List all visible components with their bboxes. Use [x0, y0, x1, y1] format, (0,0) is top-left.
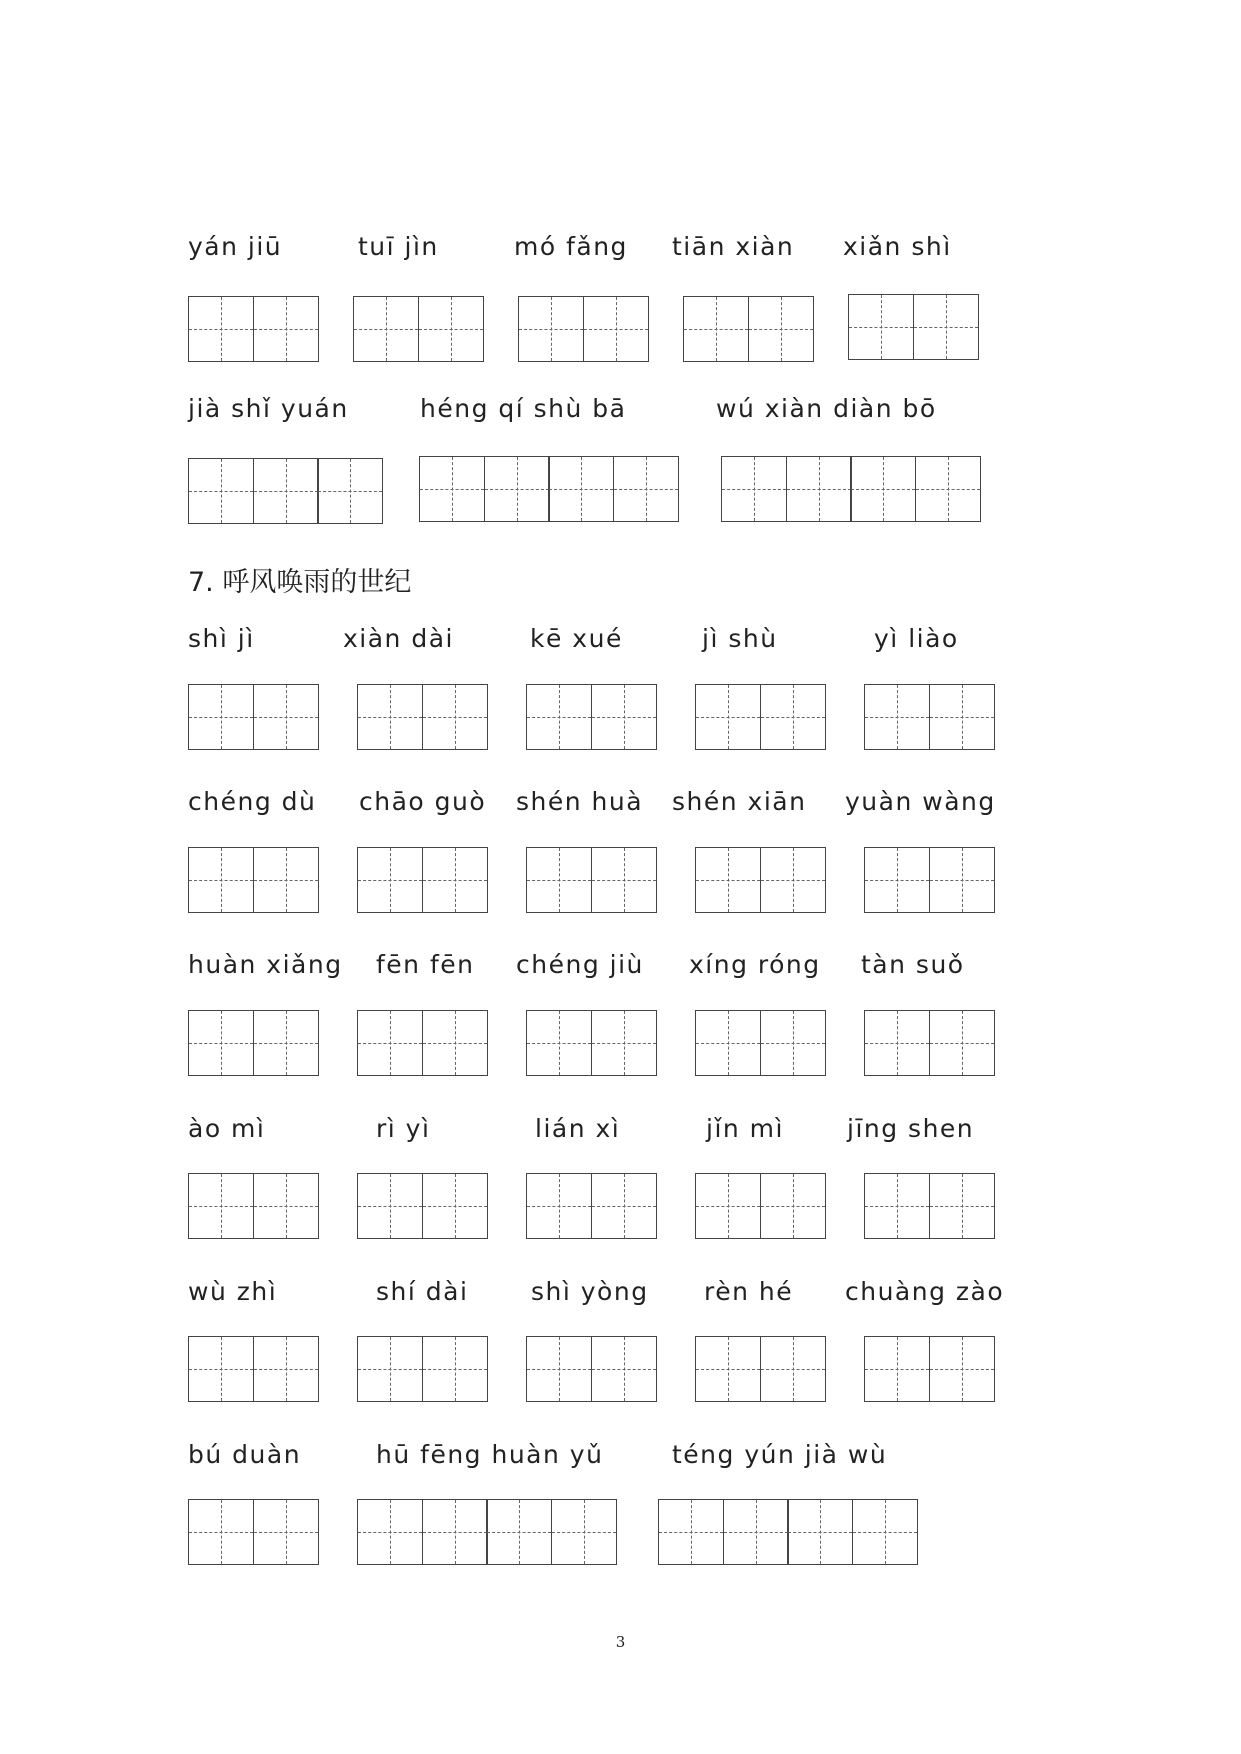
- writing-grid[interactable]: [864, 1173, 993, 1239]
- writing-cell[interactable]: [253, 684, 319, 750]
- writing-cell[interactable]: [526, 1010, 592, 1076]
- writing-grid[interactable]: [357, 684, 486, 750]
- pinyin-label: jì shù: [702, 624, 778, 653]
- writing-cell[interactable]: [695, 684, 761, 750]
- writing-cell[interactable]: [721, 456, 787, 522]
- writing-cell[interactable]: [760, 1010, 826, 1076]
- writing-cell[interactable]: [864, 1010, 930, 1076]
- writing-cell[interactable]: [357, 1336, 423, 1402]
- writing-grid[interactable]: [864, 684, 993, 750]
- pinyin-label: xiàn dài: [343, 624, 454, 653]
- writing-grid[interactable]: [188, 1173, 317, 1239]
- pinyin-label: tiān xiàn: [672, 232, 795, 261]
- writing-cell[interactable]: [486, 1499, 552, 1565]
- pinyin-label: jǐn mì: [706, 1114, 784, 1143]
- pinyin-label: héng qí shù bā: [420, 394, 627, 423]
- writing-grid[interactable]: [864, 1010, 993, 1076]
- writing-grid[interactable]: [188, 458, 382, 524]
- writing-cell[interactable]: [929, 1173, 995, 1239]
- writing-cell[interactable]: [760, 1173, 826, 1239]
- pinyin-label: fēn fēn: [376, 950, 475, 979]
- writing-cell[interactable]: [353, 296, 419, 362]
- writing-grid[interactable]: [526, 1173, 655, 1239]
- pinyin-label: rì yì: [376, 1114, 431, 1143]
- writing-cell[interactable]: [913, 294, 979, 360]
- pinyin-label: téng yún jià wù: [672, 1440, 888, 1469]
- writing-cell[interactable]: [591, 1010, 657, 1076]
- pinyin-label: wú xiàn diàn bō: [716, 394, 937, 423]
- pinyin-label: tàn suǒ: [861, 950, 965, 979]
- writing-grid[interactable]: [188, 1010, 317, 1076]
- writing-cell[interactable]: [658, 1499, 724, 1565]
- pinyin-label: kē xué: [530, 624, 623, 653]
- writing-cell[interactable]: [422, 1336, 488, 1402]
- writing-grid[interactable]: [695, 684, 824, 750]
- writing-grid[interactable]: [658, 1499, 917, 1565]
- writing-cell[interactable]: [422, 1010, 488, 1076]
- pinyin-label: shì yòng: [531, 1277, 649, 1306]
- writing-cell[interactable]: [526, 847, 592, 913]
- writing-grid[interactable]: [188, 684, 317, 750]
- writing-cell[interactable]: [422, 1173, 488, 1239]
- writing-cell[interactable]: [929, 1336, 995, 1402]
- pinyin-label: xíng róng: [689, 950, 821, 979]
- writing-cell[interactable]: [422, 1499, 488, 1565]
- writing-grid[interactable]: [526, 847, 655, 913]
- pinyin-label: shén huà: [516, 787, 644, 816]
- writing-cell[interactable]: [591, 847, 657, 913]
- writing-cell[interactable]: [613, 456, 679, 522]
- writing-cell[interactable]: [695, 847, 761, 913]
- writing-cell[interactable]: [518, 296, 584, 362]
- writing-cell[interactable]: [484, 456, 550, 522]
- writing-cell[interactable]: [188, 1336, 254, 1402]
- writing-grid[interactable]: [526, 684, 655, 750]
- pinyin-label: yán jiū: [188, 232, 283, 261]
- writing-cell[interactable]: [695, 1010, 761, 1076]
- writing-cell[interactable]: [253, 1173, 319, 1239]
- writing-cell[interactable]: [357, 1010, 423, 1076]
- writing-cell[interactable]: [760, 1336, 826, 1402]
- writing-grid[interactable]: [357, 847, 486, 913]
- writing-grid[interactable]: [518, 296, 647, 362]
- writing-cell[interactable]: [915, 456, 981, 522]
- pinyin-label: chéng dù: [188, 787, 317, 816]
- pinyin-label: mó fǎng: [514, 232, 628, 261]
- writing-grid[interactable]: [526, 1010, 655, 1076]
- page-number: 3: [615, 1633, 626, 1651]
- writing-cell[interactable]: [864, 1336, 930, 1402]
- writing-cell[interactable]: [929, 1010, 995, 1076]
- writing-cell[interactable]: [864, 1173, 930, 1239]
- writing-cell[interactable]: [188, 847, 254, 913]
- pinyin-label: yì liào: [874, 624, 959, 653]
- pinyin-label: rèn hé: [704, 1277, 794, 1306]
- writing-grid[interactable]: [357, 1010, 486, 1076]
- pinyin-label: lián xì: [535, 1114, 621, 1143]
- writing-grid[interactable]: [695, 847, 824, 913]
- pinyin-label: chāo guò: [359, 787, 487, 816]
- writing-cell[interactable]: [357, 1499, 423, 1565]
- pinyin-label: hū fēng huàn yǔ: [376, 1440, 604, 1469]
- writing-cell[interactable]: [526, 1173, 592, 1239]
- writing-cell[interactable]: [188, 458, 254, 524]
- writing-cell[interactable]: [188, 1499, 254, 1565]
- writing-grid[interactable]: [188, 847, 317, 913]
- writing-cell[interactable]: [253, 458, 319, 524]
- writing-cell[interactable]: [422, 847, 488, 913]
- writing-cell[interactable]: [357, 684, 423, 750]
- writing-grid[interactable]: [864, 1336, 993, 1402]
- writing-grid[interactable]: [695, 1173, 824, 1239]
- pinyin-label: xiǎn shì: [843, 232, 952, 261]
- pinyin-label: jīng shen: [847, 1114, 975, 1143]
- pinyin-label: ào mì: [188, 1114, 266, 1143]
- writing-cell[interactable]: [852, 1499, 918, 1565]
- writing-cell[interactable]: [253, 1010, 319, 1076]
- writing-cell[interactable]: [929, 684, 995, 750]
- writing-cell[interactable]: [787, 1499, 853, 1565]
- writing-grid[interactable]: [188, 1336, 317, 1402]
- writing-cell[interactable]: [591, 1173, 657, 1239]
- writing-cell[interactable]: [357, 847, 423, 913]
- writing-grid[interactable]: [848, 294, 977, 360]
- writing-cell[interactable]: [864, 847, 930, 913]
- writing-grid[interactable]: [357, 1499, 616, 1565]
- writing-grid[interactable]: [695, 1336, 824, 1402]
- pinyin-label: chuàng zào: [845, 1277, 1005, 1306]
- writing-cell[interactable]: [253, 847, 319, 913]
- writing-cell[interactable]: [188, 296, 254, 362]
- writing-cell[interactable]: [591, 1336, 657, 1402]
- writing-cell[interactable]: [526, 684, 592, 750]
- writing-cell[interactable]: [551, 1499, 617, 1565]
- writing-cell[interactable]: [695, 1173, 761, 1239]
- pinyin-label: shì jì: [188, 624, 255, 653]
- writing-grid[interactable]: [864, 847, 993, 913]
- pinyin-label: tuī jìn: [358, 232, 439, 261]
- writing-cell[interactable]: [253, 1336, 319, 1402]
- writing-grid[interactable]: [357, 1336, 486, 1402]
- pinyin-label: shén xiān: [672, 787, 807, 816]
- pinyin-label: huàn xiǎng: [188, 950, 343, 979]
- writing-cell[interactable]: [188, 1173, 254, 1239]
- writing-cell[interactable]: [591, 684, 657, 750]
- lesson-title: 7. 呼风唤雨的世纪: [188, 567, 412, 598]
- writing-cell[interactable]: [188, 684, 254, 750]
- writing-cell[interactable]: [748, 296, 814, 362]
- writing-cell[interactable]: [683, 296, 749, 362]
- writing-cell[interactable]: [253, 296, 319, 362]
- writing-cell[interactable]: [723, 1499, 789, 1565]
- writing-cell[interactable]: [317, 458, 383, 524]
- writing-grid[interactable]: [419, 456, 678, 522]
- writing-cell[interactable]: [357, 1173, 423, 1239]
- pinyin-label: jià shǐ yuán: [188, 394, 349, 423]
- pinyin-label: yuàn wàng: [845, 787, 996, 816]
- writing-grid[interactable]: [526, 1336, 655, 1402]
- writing-cell[interactable]: [422, 684, 488, 750]
- pinyin-label: shí dài: [376, 1277, 469, 1306]
- writing-grid[interactable]: [683, 296, 812, 362]
- writing-cell[interactable]: [760, 684, 826, 750]
- writing-cell[interactable]: [695, 1336, 761, 1402]
- writing-cell[interactable]: [526, 1336, 592, 1402]
- writing-cell[interactable]: [864, 684, 930, 750]
- writing-grid[interactable]: [188, 1499, 317, 1565]
- writing-cell[interactable]: [929, 847, 995, 913]
- pinyin-label: bú duàn: [188, 1440, 302, 1469]
- writing-cell[interactable]: [850, 456, 916, 522]
- writing-cell[interactable]: [548, 456, 614, 522]
- pinyin-label: chéng jiù: [516, 950, 644, 979]
- writing-cell[interactable]: [253, 1499, 319, 1565]
- writing-cell[interactable]: [419, 456, 485, 522]
- writing-grid[interactable]: [357, 1173, 486, 1239]
- writing-grid[interactable]: [353, 296, 482, 362]
- writing-cell[interactable]: [760, 847, 826, 913]
- writing-grid[interactable]: [721, 456, 980, 522]
- writing-cell[interactable]: [418, 296, 484, 362]
- writing-grid[interactable]: [188, 296, 317, 362]
- writing-cell[interactable]: [583, 296, 649, 362]
- pinyin-label: wù zhì: [188, 1277, 278, 1306]
- writing-cell[interactable]: [848, 294, 914, 360]
- writing-cell[interactable]: [786, 456, 852, 522]
- writing-grid[interactable]: [695, 1010, 824, 1076]
- writing-cell[interactable]: [188, 1010, 254, 1076]
